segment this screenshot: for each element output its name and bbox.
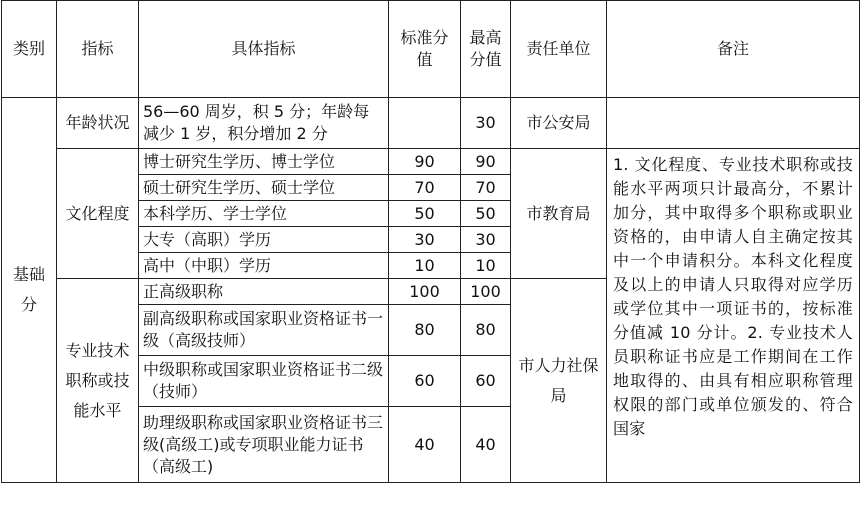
header-remarks: 备注 xyxy=(607,1,860,98)
indicator-age: 年龄状况 xyxy=(57,98,139,149)
standard-score-professional-1: 100 xyxy=(389,279,461,305)
specific-education-1: 博士研究生学历、博士学位 xyxy=(139,149,389,175)
standard-score-professional-3: 60 xyxy=(389,356,461,407)
standard-score-education-4: 30 xyxy=(389,227,461,253)
max-score-education-4: 30 xyxy=(461,227,511,253)
max-score-professional-3: 60 xyxy=(461,356,511,407)
header-category: 类别 xyxy=(2,1,57,98)
standard-score-education-5: 10 xyxy=(389,253,461,279)
unit-education: 市教育局 xyxy=(511,149,607,279)
standard-score-education-1: 90 xyxy=(389,149,461,175)
standard-score-professional-2: 80 xyxy=(389,305,461,356)
specific-education-4: 大专（高职）学历 xyxy=(139,227,389,253)
remarks-empty xyxy=(607,98,860,149)
specific-professional-1: 正高级职称 xyxy=(139,279,389,305)
specific-professional-2: 副高级职称或国家职业资格证书一级（高级技师） xyxy=(139,305,389,356)
unit-age: 市公安局 xyxy=(511,98,607,149)
max-score-education-2: 70 xyxy=(461,175,511,201)
max-score-professional-4: 40 xyxy=(461,407,511,483)
max-score-professional-1: 100 xyxy=(461,279,511,305)
header-indicator: 指标 xyxy=(57,1,139,98)
indicator-professional: 专业技术职称或技能水平 xyxy=(57,279,139,483)
max-score-education-1: 90 xyxy=(461,149,511,175)
header-specific: 具体指标 xyxy=(139,1,389,98)
indicator-education: 文化程度 xyxy=(57,149,139,279)
remarks-cell: 1. 文化程度、专业技术职称或技能水平两项只计最高分，不累计加分，其中取得多个职称或职业资格的，由申请人自主确定按其中一个申请积分。本科文化程度及以上的申请人只取得对应学历或学位其中一项证书的，按标准分值减 10 分计。2. 专业技术人员职称证书应是工作期间在工作地取得的、由具有相应职称管理权限的部门或单位颁发的、符合国家 xyxy=(607,149,860,483)
standard-score-professional-4: 40 xyxy=(389,407,461,483)
standard-score-age xyxy=(389,98,461,149)
table-row xyxy=(2,149,860,175)
max-score-age: 30 xyxy=(461,98,511,149)
header-max-score: 最高分值 xyxy=(461,1,511,98)
standard-score-education-3: 50 xyxy=(389,201,461,227)
specific-education-5: 高中（中职）学历 xyxy=(139,253,389,279)
table-row xyxy=(2,98,860,149)
specific-education-2: 硕士研究生学历、硕士学位 xyxy=(139,175,389,201)
standard-score-education-2: 70 xyxy=(389,175,461,201)
specific-professional-4: 助理级职称或国家职业资格证书三级(高级工)或专项职业能力证书（高级工) xyxy=(139,407,389,483)
specific-education-3: 本科学历、学士学位 xyxy=(139,201,389,227)
max-score-education-5: 10 xyxy=(461,253,511,279)
category-cell: 基础分 xyxy=(2,98,57,483)
header-responsible-unit: 责任单位 xyxy=(511,1,607,98)
max-score-professional-2: 80 xyxy=(461,305,511,356)
unit-professional: 市人力社保局 xyxy=(511,279,607,483)
table-header-row xyxy=(2,1,860,98)
specific-age: 56—60 周岁，积 5 分；年龄每减少 1 岁，积分增加 2 分 xyxy=(139,98,389,149)
points-standard-table xyxy=(1,0,860,483)
max-score-education-3: 50 xyxy=(461,201,511,227)
specific-professional-3: 中级职称或国家职业资格证书二级（技师） xyxy=(139,356,389,407)
header-standard-score: 标准分值 xyxy=(389,1,461,98)
